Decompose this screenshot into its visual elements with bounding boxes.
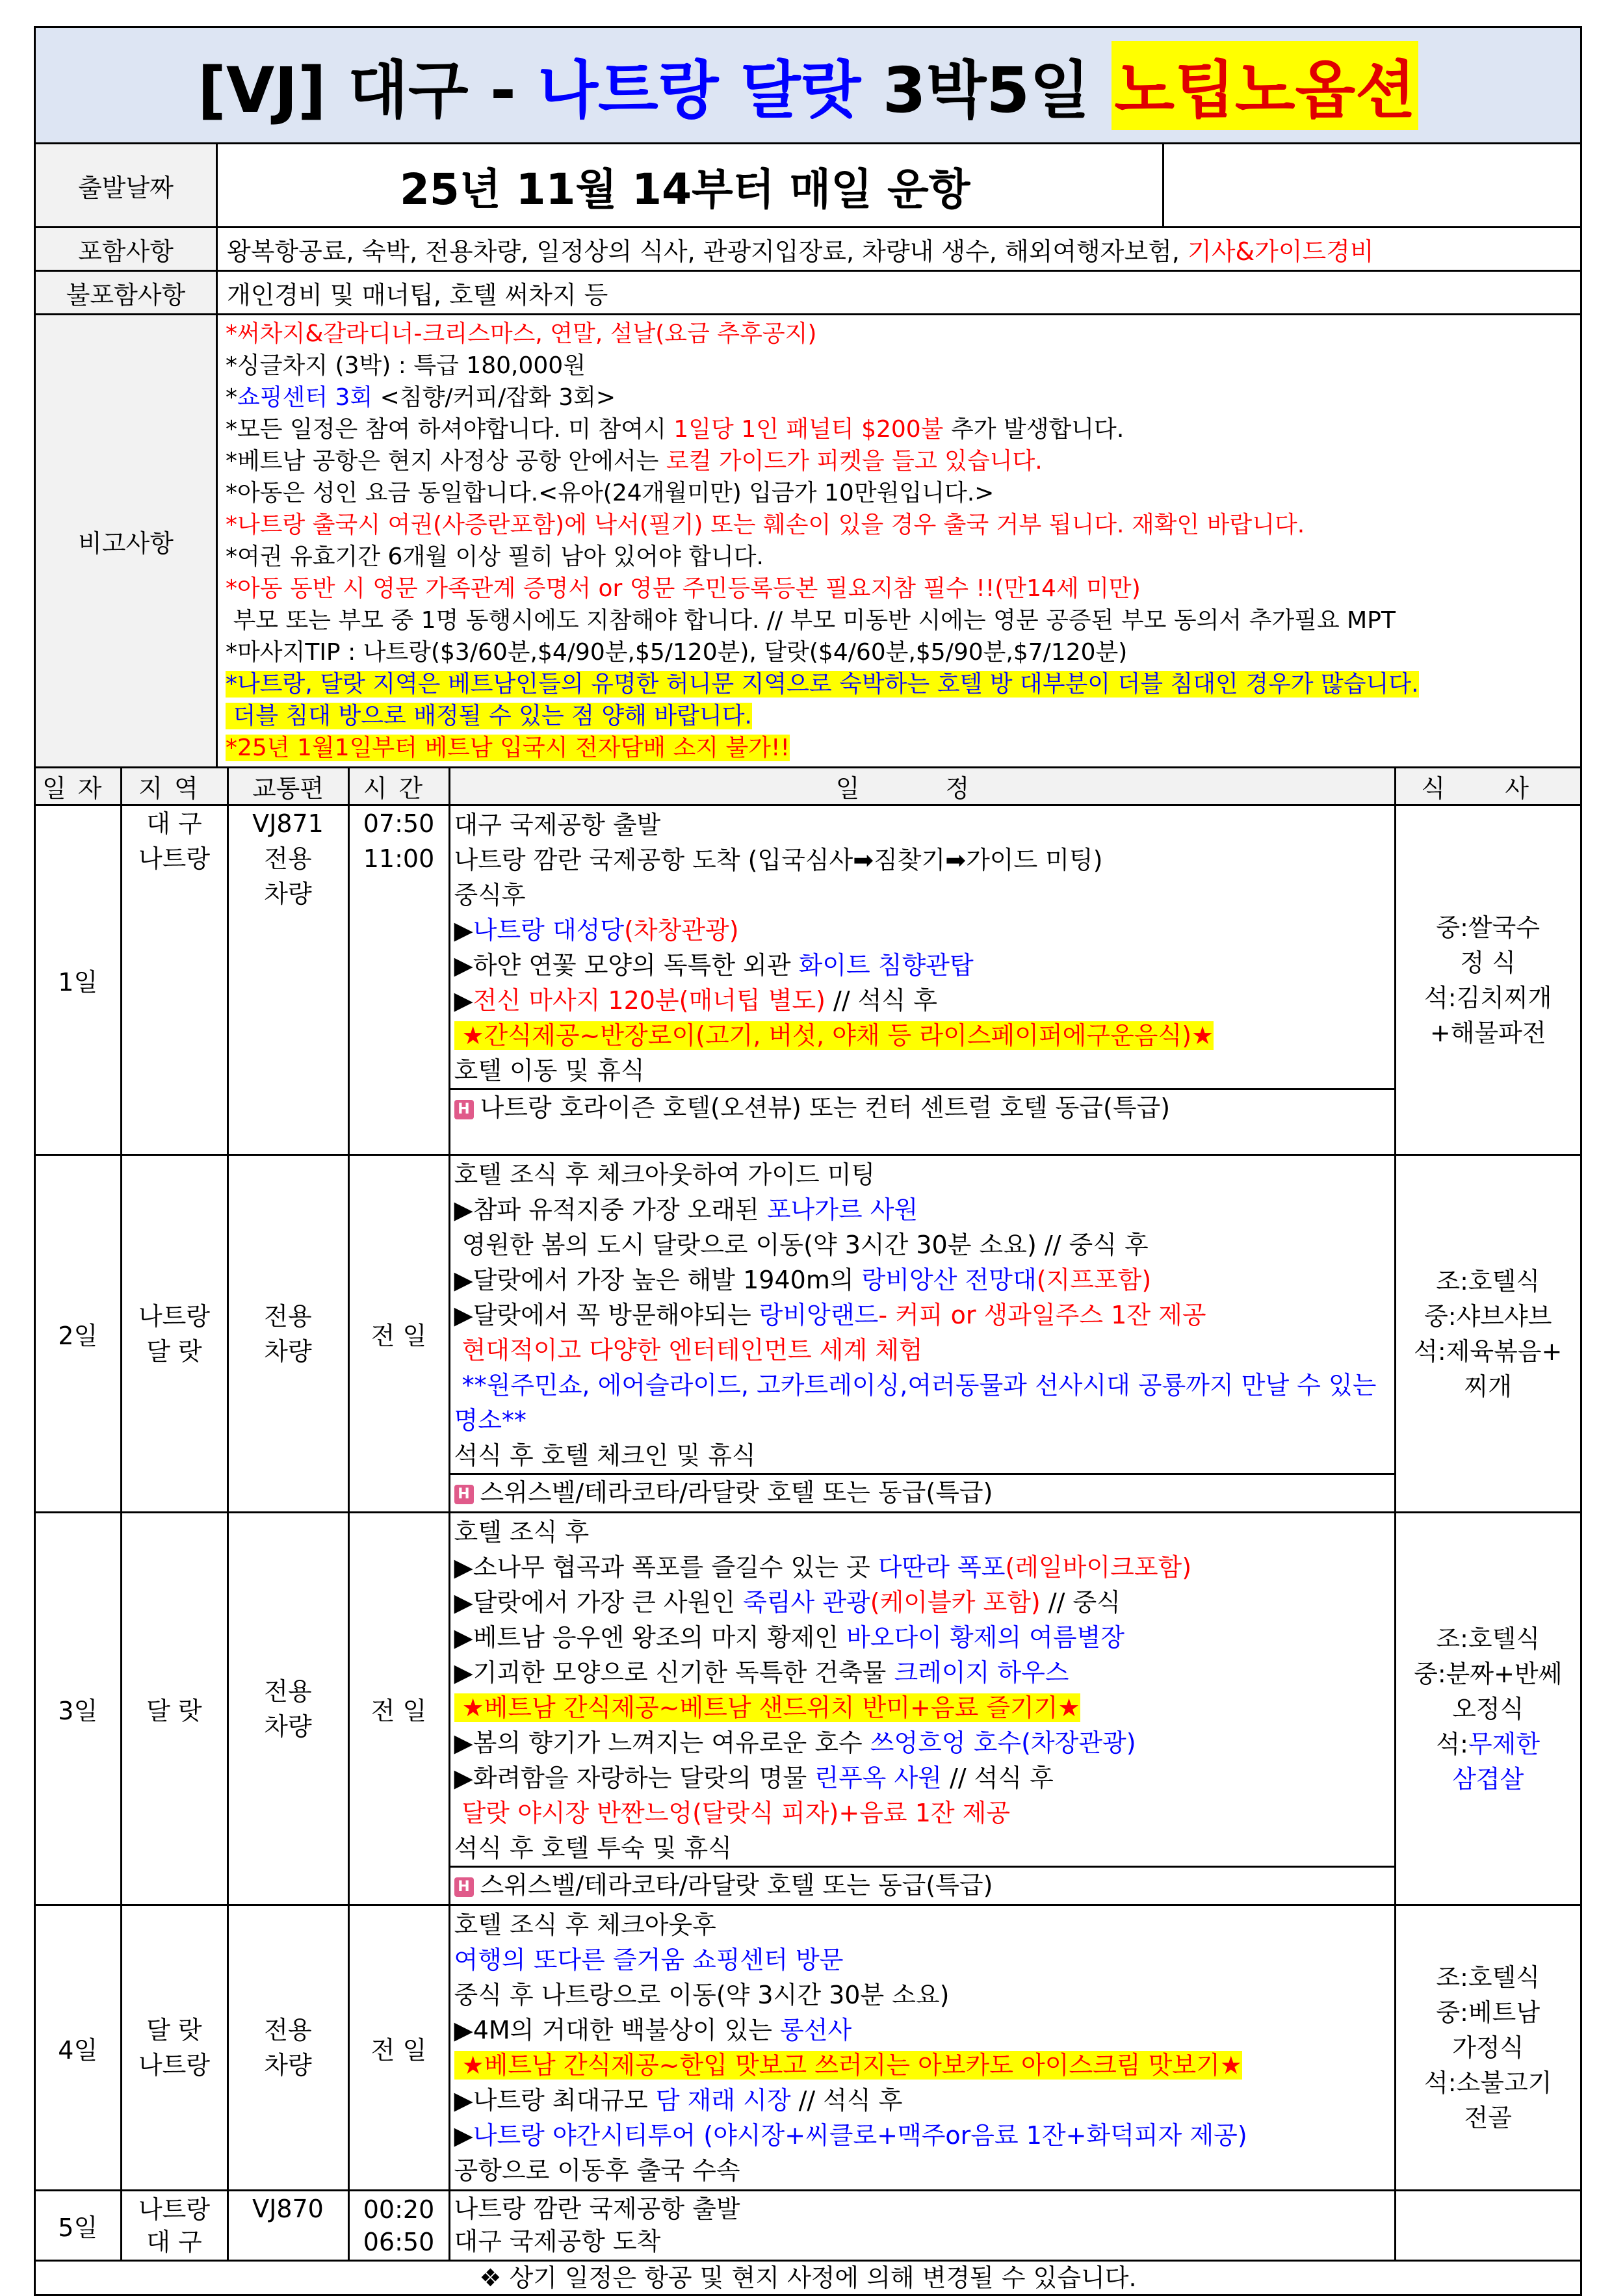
plan-line: 달랏 야시장 반짠느엉(달랏식 피자)+음료 1잔 제공	[454, 1799, 1011, 1827]
plan-line: 석식 후 호텔 투숙 및 휴식	[454, 1834, 732, 1862]
region-text: 나트랑	[138, 2051, 211, 2080]
plan-line	[454, 1262, 1390, 1298]
bullet: ▶	[454, 986, 473, 1015]
transport-text: 차량	[264, 1337, 312, 1366]
plan-line: 호텔 이동 및 휴식	[454, 1056, 645, 1085]
plan-line	[454, 2083, 1390, 2118]
meal-text: 중:샤브샤브	[1424, 1301, 1552, 1331]
plan-cell	[449, 1155, 1395, 1513]
plan-cell	[449, 1905, 1395, 2191]
hotel-name: 스위스벨/테라코타/라달랏 호텔 또는 동급(특급)	[480, 1478, 993, 1507]
transport-cell	[228, 1905, 348, 2191]
note-line: 부모 또는 부모 중 1명 동행시에도 지참해야 합니다. // 부모 미동반 시에는 영문 공증된 부모 동의서 추가필요 MPT	[226, 607, 1396, 634]
plan-line	[454, 1690, 1390, 1725]
plan-line	[454, 948, 1390, 983]
transport-cell	[228, 805, 348, 1155]
plan-text: // 중식	[1040, 1588, 1121, 1617]
meal-prefix: 석:	[1436, 1729, 1468, 1758]
plan-text: ▶화려함을 자랑하는 달랏의 명물	[454, 1764, 815, 1792]
transport-text: 전용	[264, 1301, 312, 1331]
note-line	[226, 668, 1572, 700]
region-cell	[121, 1155, 228, 1513]
place-name: 포나가르 사원	[766, 1195, 918, 1224]
transport-cell	[228, 1513, 348, 1905]
footer-note: ❖ 상기 일정은 항공 및 현지 사정에 의해 변경될 수 있습니다.	[479, 2263, 1137, 2292]
plan-note: (레일바이크포함)	[1005, 1553, 1192, 1582]
meal-cell	[1395, 1155, 1580, 1513]
plan-line	[454, 1725, 1390, 1760]
bullet: ▶	[454, 2121, 473, 2150]
meal-text: 조:호텔식	[1436, 1266, 1540, 1296]
plan-line: 석식 후 호텔 체크인 및 휴식	[454, 1441, 756, 1470]
region-cell: 달 랏	[121, 1513, 228, 1905]
plan-note: 전신 마사지 120분(매너팁 별도)	[473, 986, 826, 1015]
plan-text: ▶소나무 협곡과 폭포를 즐길수 있는 곳	[454, 1553, 878, 1582]
plan-note: (지프포함)	[1036, 1266, 1152, 1294]
plan-line: 중식후	[454, 881, 526, 909]
hotel-line	[450, 1088, 1394, 1125]
departure-row	[36, 144, 1580, 228]
meal-text: 오정식	[1452, 1694, 1524, 1723]
region-text: 나트랑	[138, 844, 211, 873]
title-prefix: [VJ] 대구 -	[197, 53, 538, 127]
meal-text: 중:분짜+반쎄	[1414, 1659, 1563, 1688]
note-text-highlight: *나트랑, 달랏 지역은 베트남인들의 유명한 허니문 지역으로 숙박하는 호텔 방 대부분이 더블 침대인 경우가 많습니다.	[226, 671, 1419, 698]
note-text-blue: 쇼핑센터 3회	[237, 384, 373, 411]
plan-note: (차창관광)	[624, 916, 739, 945]
hotel-line	[450, 1473, 1394, 1510]
plan-line: 공항으로 이동후 출국 수속	[454, 2156, 740, 2185]
plan-line	[454, 1760, 1390, 1795]
plan-line: 호텔 조식 후	[454, 1518, 590, 1546]
plan-line: **원주민쇼, 에어슬라이드, 고카트레이싱,여러동물과 선사시대 공룡까지 만날 수 있는 명소**	[454, 1371, 1384, 1435]
page-title	[36, 28, 1580, 144]
meal-text: 석:김치찌개	[1424, 983, 1552, 1012]
meal-text: 조:호텔식	[1436, 1624, 1540, 1653]
note-text-highlight: 더블 침대 방으로 배정될 수 있는 점 양해 바랍니다.	[226, 703, 752, 729]
day-row	[36, 1905, 1580, 2191]
plan-line: 대구 국제공항 도착	[454, 2227, 661, 2256]
plan-line	[454, 2048, 1390, 2083]
place-name: 롱선사	[780, 2016, 852, 2044]
plan-line	[454, 2118, 1390, 2153]
meal-text: 전골	[1464, 2104, 1512, 2132]
time-text: 07:50	[363, 809, 435, 838]
place-name: 랑비앙산 전망대	[861, 1266, 1037, 1294]
note-line: *나트랑 출국시 여권(사증란포함)에 낙서(필기) 또는 훼손이 있을 경우 출국 거부 됩니다. 재확인 바랍니다.	[226, 512, 1305, 538]
plan-line	[454, 1192, 1390, 1227]
departure-value: 25년 11월 14부터 매일 운항	[218, 144, 1164, 226]
time-text: 00:20	[363, 2195, 435, 2224]
place-name: 나트랑 야간시티투어 (야시장+씨클로+맥주or음료 1잔+화덕피자 제공)	[473, 2121, 1247, 2150]
plan-note: (케이블카 포함)	[870, 1588, 1041, 1617]
time-cell: 전 일	[348, 1155, 449, 1513]
note-line	[226, 732, 1572, 764]
included-row	[36, 228, 1580, 272]
meal-text: 찌개	[1464, 1372, 1512, 1401]
excluded-value: 개인경비 및 매너팁, 호텔 써차지 등	[227, 280, 608, 309]
note-line	[226, 413, 1572, 445]
plan-text: ▶4M의 거대한 백불상이 있는	[454, 2016, 781, 2044]
plan-line	[454, 1585, 1390, 1620]
meal-text: 석:소불고기	[1424, 2068, 1552, 2097]
title-destination: 나트랑 달랏	[538, 53, 861, 127]
region-cell	[121, 1905, 228, 2191]
plan-cell	[449, 1513, 1395, 1905]
day-row	[36, 1155, 1580, 1513]
excluded-row	[36, 272, 1580, 315]
plan-text: ▶달랏에서 가장 높은 해발 1940m의	[454, 1266, 862, 1294]
region-text: 나트랑	[138, 2195, 211, 2224]
transport-cell: VJ870	[228, 2191, 348, 2261]
meal-text: 중:베트남	[1436, 1998, 1540, 2027]
notes-label: 비고사항	[36, 315, 218, 766]
plan-text: // 석식 후	[825, 986, 937, 1015]
plan-text: ▶참파 유적지중 가장 오래된	[454, 1195, 767, 1224]
plan-line: 호텔 조식 후 체크아웃하여 가이드 미팅	[454, 1160, 876, 1189]
day-row	[36, 1513, 1580, 1905]
note-line: *싱글차지 (3박) : 특급 180,000원	[226, 352, 586, 379]
day-label: 2일	[36, 1155, 121, 1513]
header-region: 지역	[121, 768, 228, 805]
time-text: 06:50	[363, 2227, 435, 2256]
place-name: 바오다이 황제의 여름별장	[846, 1623, 1124, 1652]
itinerary-document	[34, 26, 1582, 2296]
plan-text: ▶기괴한 모양으로 신기한 독특한 건축물	[454, 1658, 894, 1687]
plan-text: ▶달랏에서 꼭 방문해야되는	[454, 1301, 759, 1329]
hotel-line	[450, 1866, 1394, 1903]
plan-line	[454, 1655, 1390, 1690]
hotel-icon: H	[454, 1877, 474, 1897]
note-text: *	[226, 384, 237, 411]
plan-line	[454, 1018, 1390, 1053]
snack-highlight: ★간식제공~반장로이(고기, 버섯, 야채 등 라이스페이퍼에구운음식)★	[454, 1021, 1214, 1050]
note-text-highlight: *25년 1월1일부터 베트남 입국시 전자담배 소지 불가!!	[226, 735, 790, 761]
meal-text: 조:호텔식	[1436, 1963, 1540, 1992]
meal-highlight: 무제한	[1468, 1729, 1540, 1758]
meal-text	[1396, 1727, 1581, 1762]
meal-text: 정 식	[1460, 948, 1516, 977]
plan-line	[454, 913, 1390, 948]
note-line: *아동 동반 시 영문 가족관계 증명서 or 영문 주민등록등본 필요지참 필수 !!(만14세 미만)	[226, 575, 1141, 602]
snack-highlight: ★베트남 간식제공~베트남 샌드위치 반미+음료 즐기기★	[454, 1693, 1080, 1722]
place-name: 죽림사 관광	[743, 1588, 870, 1617]
meal-text: 석:제육볶음+	[1414, 1337, 1563, 1366]
transport-text: 전용	[264, 844, 312, 873]
plan-text: // 석식 후	[790, 2086, 903, 2115]
meal-cell	[1395, 2191, 1580, 2261]
plan-text: ▶베트남 응우엔 왕조의 마지 황제인	[454, 1623, 847, 1652]
note-text: <침향/커피/잡화 3회>	[372, 384, 616, 411]
note-line: *마사지TIP : 나트랑($3/60분,$4/90분,$5/120분), 달랏($4/60분,$5/90분,$7/120분)	[226, 639, 1128, 666]
region-cell	[121, 2191, 228, 2261]
hotel-icon: H	[454, 1485, 474, 1504]
plan-line: 여행의 또다른 즐거움 쇼핑센터 방문	[454, 1946, 844, 1974]
plan-text: ▶하얀 연꽃 모양의 독특한 외관	[454, 951, 799, 980]
plan-text: ▶봄의 향기가 느껴지는 여유로운 호수	[454, 1729, 870, 1757]
note-text: *베트남 공항은 현지 사정상 공항 안에서는	[226, 448, 666, 475]
day-label: 5일	[36, 2191, 121, 2261]
time-cell	[348, 2191, 449, 2261]
place-name: 랑비앙랜드	[759, 1301, 879, 1329]
note-text: *모든 일정은 참여 하셔야합니다. 미 참여시	[226, 416, 674, 443]
note-text-red: 1일당 1인 패널티 $200불	[673, 416, 944, 443]
title-badge: 노팁노옵션	[1112, 41, 1418, 130]
plan-line: 영원한 봄의 도시 달랏으로 이동(약 3시간 30분 소요) // 중식 후	[454, 1231, 1149, 1259]
time-cell: 전 일	[348, 1905, 449, 2191]
note-text-red: 로컬 가이드가 피켓을 들고 있습니다.	[666, 448, 1043, 475]
notes-list	[218, 315, 1580, 766]
departure-empty-cell	[1164, 144, 1580, 226]
place-name: 다딴라 폭포	[878, 1553, 1006, 1582]
transport-text: 차량	[264, 1712, 312, 1741]
meal-text: 중:쌀국수	[1436, 913, 1540, 942]
day-row	[36, 805, 1580, 1155]
region-text: 대 구	[146, 809, 202, 838]
plan-line: 호텔 조식 후 체크아웃후	[454, 1911, 716, 1939]
day-label: 1일	[36, 805, 121, 1155]
header-transport: 교통편	[228, 768, 348, 805]
note-line: *아동은 성인 요금 동일합니다.<유아(24개월미만) 입금가 10만원입니다.>	[226, 480, 994, 506]
transport-text: 차량	[264, 880, 312, 908]
header-plan: 일 정	[449, 768, 1395, 805]
plan-note: (차장관광)	[1021, 1729, 1136, 1757]
day-label: 3일	[36, 1513, 121, 1905]
meal-cell	[1395, 805, 1580, 1155]
region-text: 대 구	[146, 2227, 202, 2256]
plan-line	[454, 1620, 1390, 1655]
hotel-name: 스위스벨/테라코타/라달랏 호텔 또는 동급(특급)	[480, 1871, 993, 1899]
hotel-icon: H	[454, 1100, 474, 1119]
plan-text: ▶나트랑 최대규모	[454, 2086, 656, 2115]
plan-cell	[449, 805, 1395, 1155]
note-line: *써차지&갈라디너-크리스마스, 연말, 설날(요금 추후공지)	[226, 320, 817, 347]
place-name: 화이트 침향관탑	[798, 951, 974, 980]
included-value	[218, 228, 1580, 270]
schedule-table	[36, 768, 1580, 2262]
plan-text: ▶달랏에서 가장 큰 사원인	[454, 1588, 744, 1617]
time-cell: 전 일	[348, 1513, 449, 1905]
plan-note: - 커피 or 생과일주스 1잔 제공	[878, 1301, 1206, 1329]
plan-line	[454, 2013, 1390, 2048]
note-line	[226, 445, 1572, 477]
meal-text: +해물파전	[1429, 1018, 1546, 1047]
plan-line	[454, 1550, 1390, 1585]
transport-text: 전용	[264, 1676, 312, 1706]
meal-cell	[1395, 1905, 1580, 2191]
notes-row	[36, 315, 1580, 768]
note-line	[226, 382, 1572, 413]
included-text: 왕복항공료, 숙박, 전용차량, 일정상의 식사, 관광지입장료, 차량내 생수, 해외여행자보험,	[227, 237, 1188, 266]
header-day: 일자	[36, 768, 121, 805]
place-name: 쓰엉흐엉 호수	[870, 1729, 1022, 1757]
included-label: 포함사항	[36, 228, 218, 270]
excluded-label: 불포함사항	[36, 272, 218, 313]
region-text: 나트랑	[138, 1301, 211, 1331]
plan-line	[454, 983, 1390, 1018]
header-meal: 식 사	[1395, 768, 1580, 805]
meal-text: 삼겹살	[1452, 1764, 1524, 1794]
region-text: 달 랏	[146, 2016, 202, 2044]
time-cell	[348, 805, 449, 1155]
meal-text: 가정식	[1452, 2033, 1524, 2062]
place-name: 담 재래 시장	[655, 2086, 791, 2115]
header-time: 시간	[348, 768, 449, 805]
schedule-header-row	[36, 768, 1580, 805]
plan-line: 대구 국제공항 출발	[454, 811, 661, 839]
plan-line: 현대적이고 다양한 엔터테인먼트 세계 체험	[454, 1336, 923, 1364]
note-text: 추가 발생합니다.	[943, 416, 1124, 443]
day-label: 4일	[36, 1905, 121, 2191]
hotel-name: 나트랑 호라이즌 호텔(오션뷰) 또는 컨터 센트럴 호텔 동급(특급)	[480, 1093, 1171, 1122]
note-line: *여권 유효기간 6개월 이상 필히 남아 있어야 합니다.	[226, 543, 764, 570]
place-name: 린푸옥 사원	[814, 1764, 942, 1792]
region-text: 달 랏	[146, 1337, 202, 1366]
title-duration: 3박5일	[861, 53, 1112, 127]
snack-highlight: ★베트남 간식제공~한입 맛보고 쓰러지는 아보카도 아이스크림 맛보기★	[454, 2051, 1242, 2080]
time-text: 11:00	[363, 844, 435, 873]
meal-cell	[1395, 1513, 1580, 1905]
transport-cell	[228, 1155, 348, 1513]
included-text-red: 기사&가이드경비	[1188, 237, 1374, 266]
region-cell	[121, 805, 228, 1155]
plan-line	[454, 1298, 1390, 1333]
transport-text: VJ871	[252, 809, 324, 838]
plan-text: // 석식 후	[941, 1764, 1054, 1792]
transport-text: 전용	[264, 2016, 312, 2044]
plan-line: 중식 후 나트랑으로 이동(약 3시간 30분 소요)	[454, 1981, 950, 2009]
place-name: 크레이지 하우스	[894, 1658, 1069, 1687]
note-line	[226, 700, 1572, 732]
plan-line: 나트랑 깜란 국제공항 출발	[454, 2195, 740, 2223]
day-row	[36, 2191, 1580, 2261]
place-name: 나트랑 대성당	[473, 916, 625, 945]
plan-line: 나트랑 깜란 국제공항 도착 (입국심사➡짐찾기➡가이드 미팅)	[454, 846, 1103, 874]
bullet: ▶	[454, 916, 473, 945]
departure-label: 출발날짜	[36, 144, 218, 226]
plan-cell	[449, 2191, 1395, 2261]
transport-text: 차량	[264, 2051, 312, 2080]
